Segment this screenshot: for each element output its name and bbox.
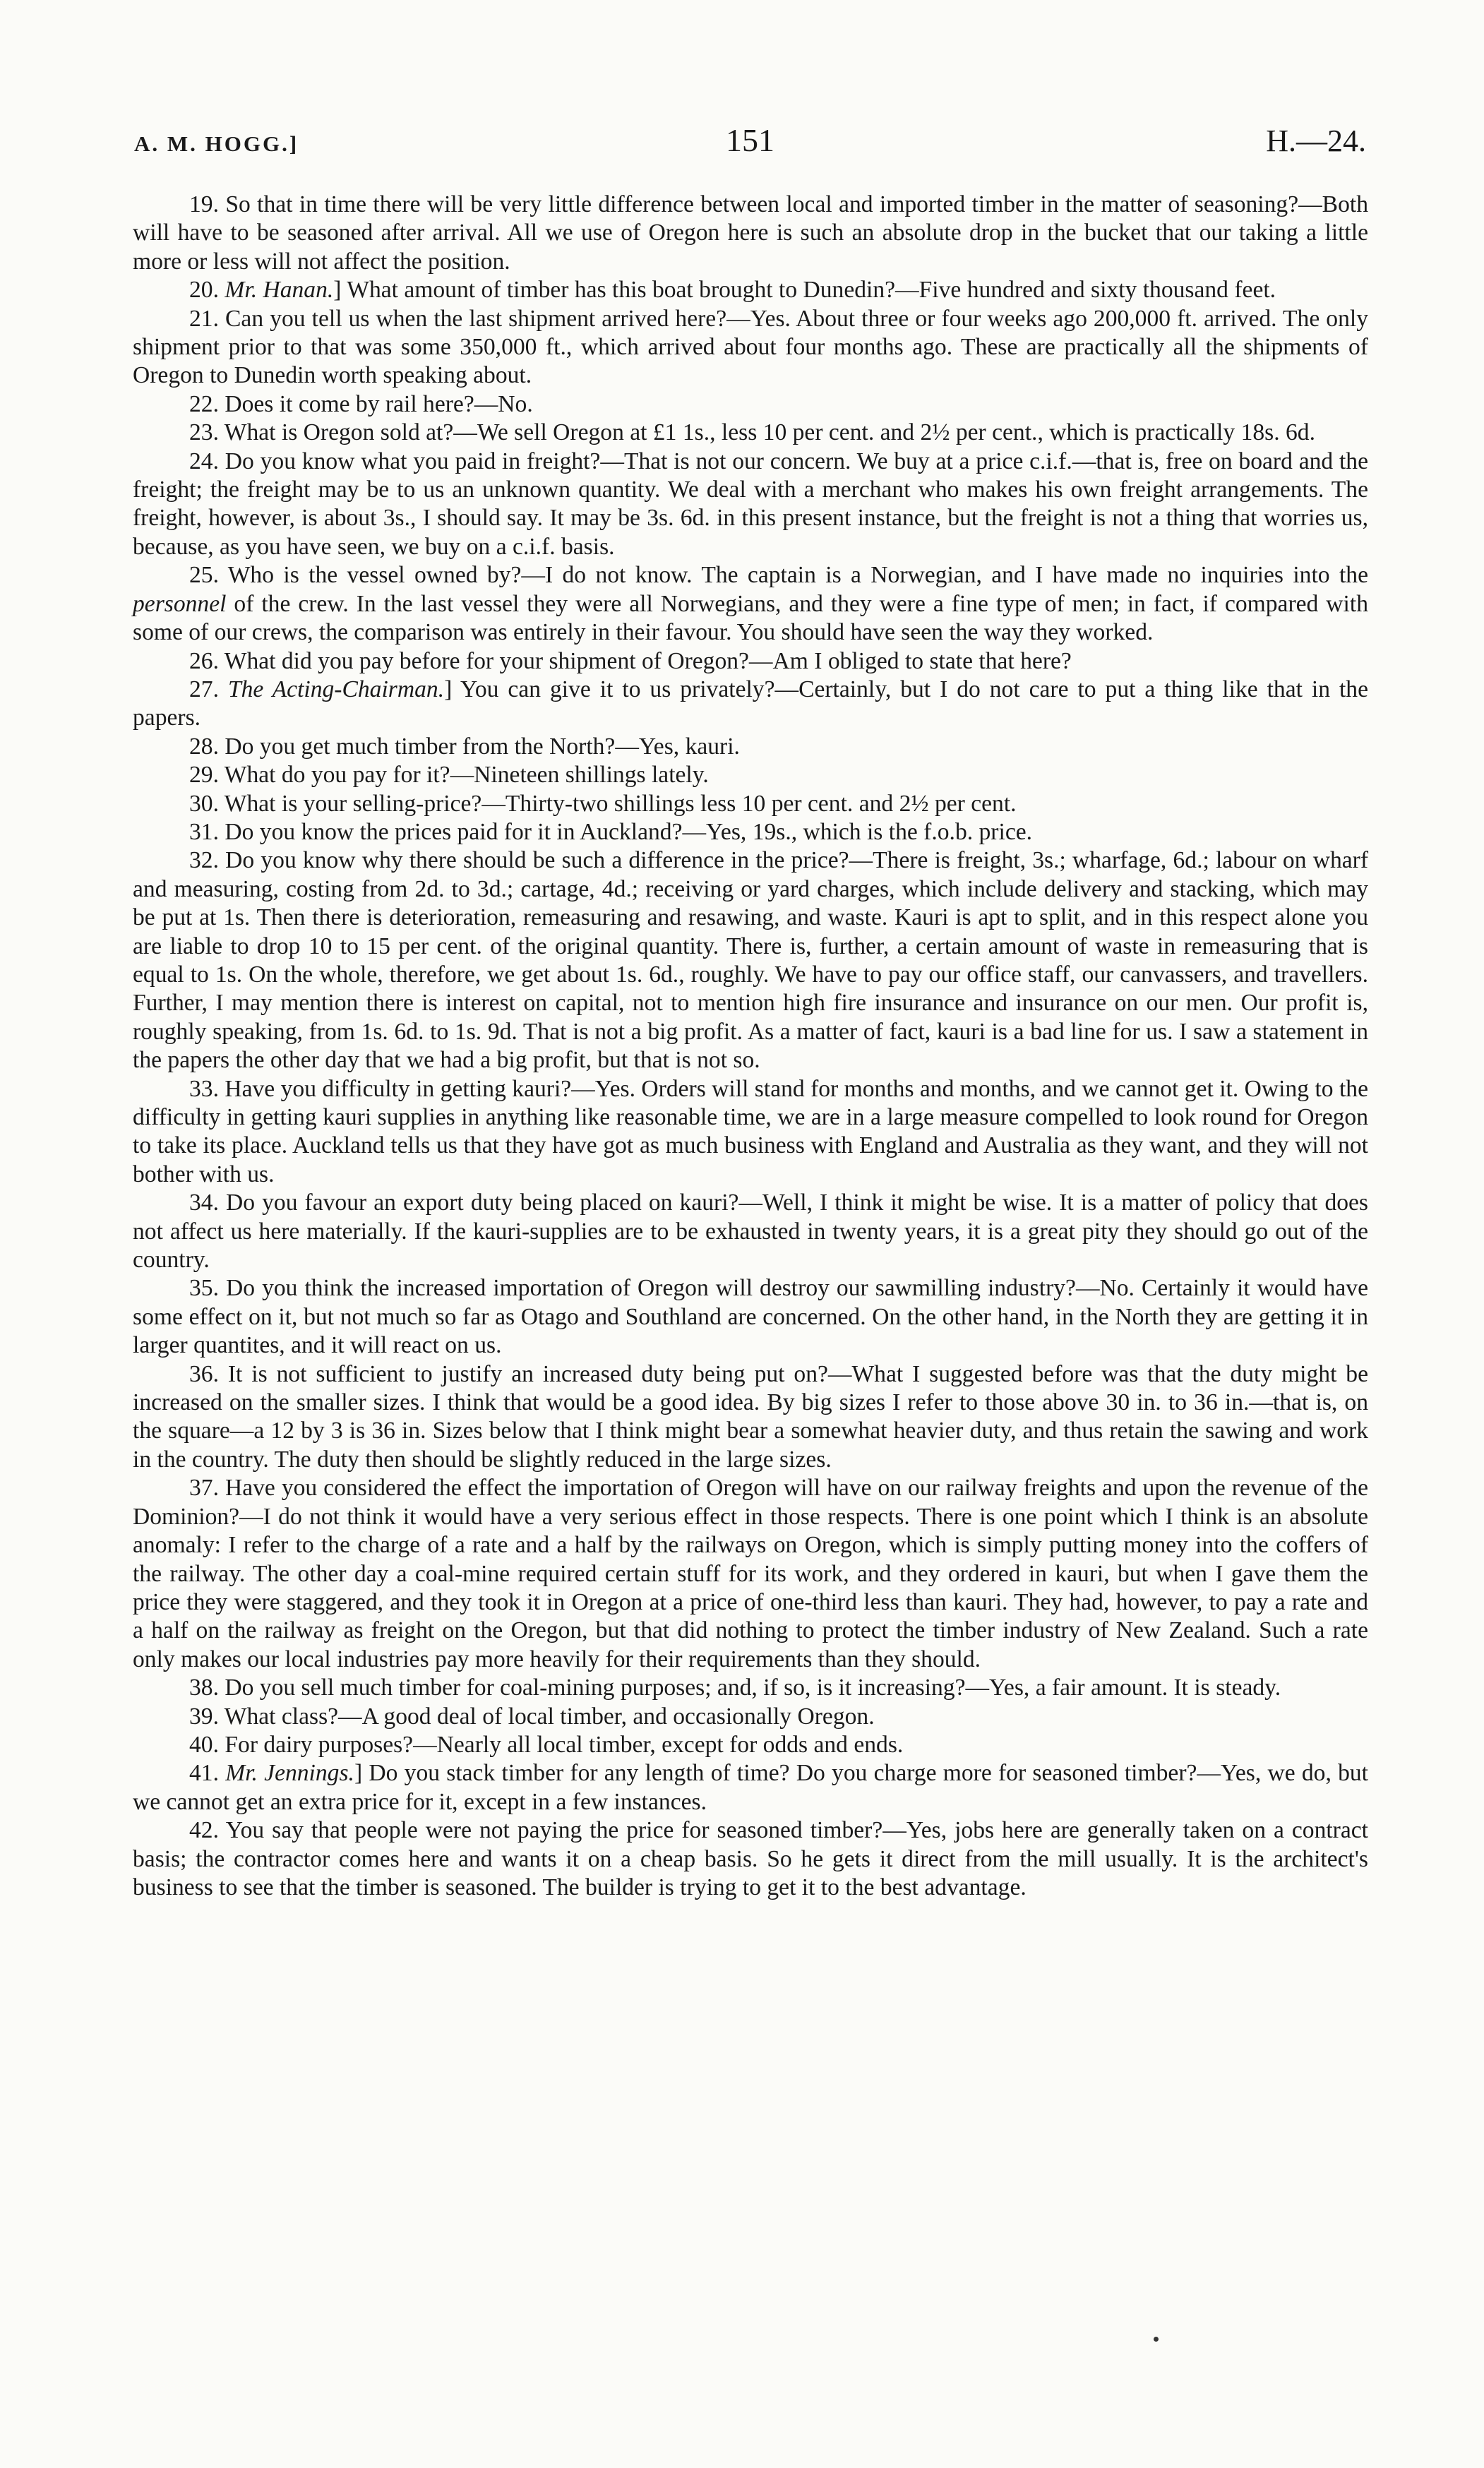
paragraph-39: 39. What class?—A good deal of local timber, and occasionally Oregon. — [189, 1703, 875, 1730]
paragraph-34: 34. Do you favour an export duty being placed on kauri?—Well, I think it might be wise. It is a matter of policy that does not affect us here materially. If the kauri-supplies are to be exhausted in twenty years, it is a great pity they should go out of the country. — [133, 1190, 1368, 1274]
evidence-text — [133, 191, 1368, 1902]
paragraph-36: 36. It is not sufficient to justify an increased duty being put on?—What I suggested before was that the duty might be increased on the smaller sizes. I think that would be a good idea. By big sizes I refer to those above 30 in. to 36 in.—that is, on the square—a 12 by 3 is 36 in. Sizes below that I think might bear a somewhat heavier duty, and thus retain the sawing and work in the country. The duty then should be slightly reduced in the large sizes. — [133, 1360, 1368, 1473]
paragraph-19: 19. So that in time there will be very little difference between local and imported timber in the matter of seasoning?—Both will have to be seasoned after arrival. All we use of Oregon here is such an absolute drop in the bucket that our taking a little more or less will not affect the position. — [133, 191, 1368, 275]
paragraph-35: 35. Do you think the increased importation of Oregon will destroy our sawmilling industry?—No. Certainly it would have some effect on it, but not much so far as Otago and Southland are concerned. On the other hand, in the North they are getting it in larger quantites, and it will react on us. — [133, 1275, 1368, 1359]
paragraph-42: 42. You say that people were not paying the price for seasoned timber?—Yes, jobs here are generally taken on a contract basis; the contractor comes here and wants it on a cheap basis. So he gets it direct from the mill usually. It is the architect's business to see that the timber is seasoned. The builder is trying to get it to the best advantage. — [133, 1817, 1368, 1900]
paragraph-40: 40. For dairy purposes?—Nearly all local timber, except for odds and ends. — [189, 1731, 904, 1758]
page-number: 151 — [726, 122, 774, 158]
paragraph-32: 32. Do you know why there should be such a difference in the price?—There is freight, 3s.; wharfage, 6d.; labour on wharf and measuring, costing from 2d. to 3d.; cartage, 4d.; receiving or yard charges, which include delivery and stacking, which may be put at 1s. Then there is deterioration, remeasuring and resawing, and waste. Kauri is apt to split, and in this respect alone you are liable to drop 10 to 15 per cent. of the original quantity. There is, further, a certain amount of waste in remeasuring that is equal to 1s. On the whole, therefore, we get about 1s. 6d., roughly. We have to pay our office staff, our canvassers, and travellers. Further, I may mention there is interest on capital, not to mention high fire insurance and insurance on our men. Our profit is, roughly speaking, from 1s. 6d. to 1s. 9d. That is not a big profit. As a matter of fact, kauri is a bad line for us. I saw a statement in the papers the other day that we had a big profit, but that is not so. — [133, 847, 1368, 1074]
paragraph-25: 25. Who is the vessel owned by?—I do not know. The captain is a Norwegian, and I have made no inquiries into the personnel of the crew. In the last vessel they were all Norwegians, and they were a fine type of men; in fact, if compared with some of our crews, the comparison was entirely in their favour. You should have seen the way they worked. — [133, 562, 1368, 646]
italic-term: personnel — [133, 590, 227, 617]
paragraph-24: 24. Do you know what you paid in freight?—That is not our concern. We buy at a price c.i.f.—that is, free on board and the freight; the freight may be to us an unknown quantity. We deal with a merchant who makes his own freight arrangements. The freight, however, is about 3s., I should say. It may be 3s. 6d. in this present instance, but the freight is not a thing that worries us, because, as you have seen, we buy on a c.i.f. basis. — [133, 448, 1368, 560]
witness-name: A. M. HOGG.] — [134, 131, 299, 156]
paragraph-37: 37. Have you considered the effect the importation of Oregon will have on our railway freights and upon the revenue of the Dominion?—I do not think it would have a very serious effect in those respects. There is one point which I think is an absolute anomaly: I refer to the charge of a rate and a half by the railways on Oregon, which is simply putting money into the coffers of the railway. The other day a coal-mine required certain stuff for its work, and they ordered in kauri, but when I gave them the price they were staggered, and they took it in Oregon at a price of one-third less than kauri. They had, however, to pay a rate and a half on the railway as freight on the Oregon, but that did nothing to protect the timber industry of New Zealand. Such a rate only makes our local industries pay more heavily for their requirements than they should. — [133, 1475, 1368, 1672]
paragraph-41: 41. Mr. Jennings.] Do you stack timber for any length of time? Do you charge more for seasoned timber?—Yes, we do, but we cannot get an extra price for it, except in a few instances. — [133, 1760, 1368, 1815]
paragraph-30: 30. What is your selling-price?—Thirty-two shillings less 10 per cent. and 2½ per cent. — [189, 790, 1017, 817]
paragraph-27: 27. The Acting-Chairman.] You can give it to us privately?—Certainly, but I do not care to put a thing like that in the papers. — [133, 676, 1368, 731]
paragraph-23: 23. What is Oregon sold at?—We sell Oregon at £1 1s., less 10 per cent. and 2½ per cent., which is practically 18s. 6d. — [189, 419, 1315, 446]
paragraph-28: 28. Do you get much timber from the North?—Yes, kauri. — [189, 733, 740, 760]
paragraph-29: 29. What do you pay for it?—Nineteen shillings lately. — [189, 762, 709, 789]
ink-speck — [1154, 2337, 1159, 2342]
paragraph-20: 20. Mr. Hanan.] What amount of timber has this boat brought to Dunedin?—Five hundred and sixty thousand feet. — [189, 277, 1276, 304]
paragraph-38: 38. Do you sell much timber for coal-mining purposes; and, if so, is it increasing?—Yes, a fair amount. It is steady. — [189, 1675, 1281, 1701]
speaker-name: Mr. Jennings. — [225, 1760, 354, 1787]
document-reference: H.—24. — [1266, 124, 1366, 158]
paragraph-31: 31. Do you know the prices paid for it in Auckland?—Yes, 19s., which is the f.o.b. price. — [189, 818, 1033, 845]
paragraph-22: 22. Does it come by rail here?—No. — [189, 390, 533, 417]
speaker-name: The Acting-Chairman. — [227, 676, 445, 702]
speaker-name: Mr. Hanan. — [225, 277, 334, 304]
paragraph-21: 21. Can you tell us when the last shipment arrived here?—Yes. About three or four weeks ago 200,000 ft. arrived. The only shipment prior to that was some 350,000 ft., which arrived about four months ago. These are practically all the shipments of Oregon to Dunedin worth speaking about. — [133, 305, 1368, 389]
paragraph-33: 33. Have you difficulty in getting kauri?—Yes. Orders will stand for months and months, and we cannot get it. Owing to the difficulty in getting kauri supplies in anything like reasonable time, we are in a large measure compelled to look round for Oregon to take its place. Auckland tells us that they have got as much business with England and Australia as they want, and they will not bother with us. — [133, 1075, 1368, 1187]
paragraph-26: 26. What did you pay before for your shipment of Oregon?—Am I obliged to state that here? — [189, 647, 1072, 674]
page-header — [134, 121, 1366, 164]
